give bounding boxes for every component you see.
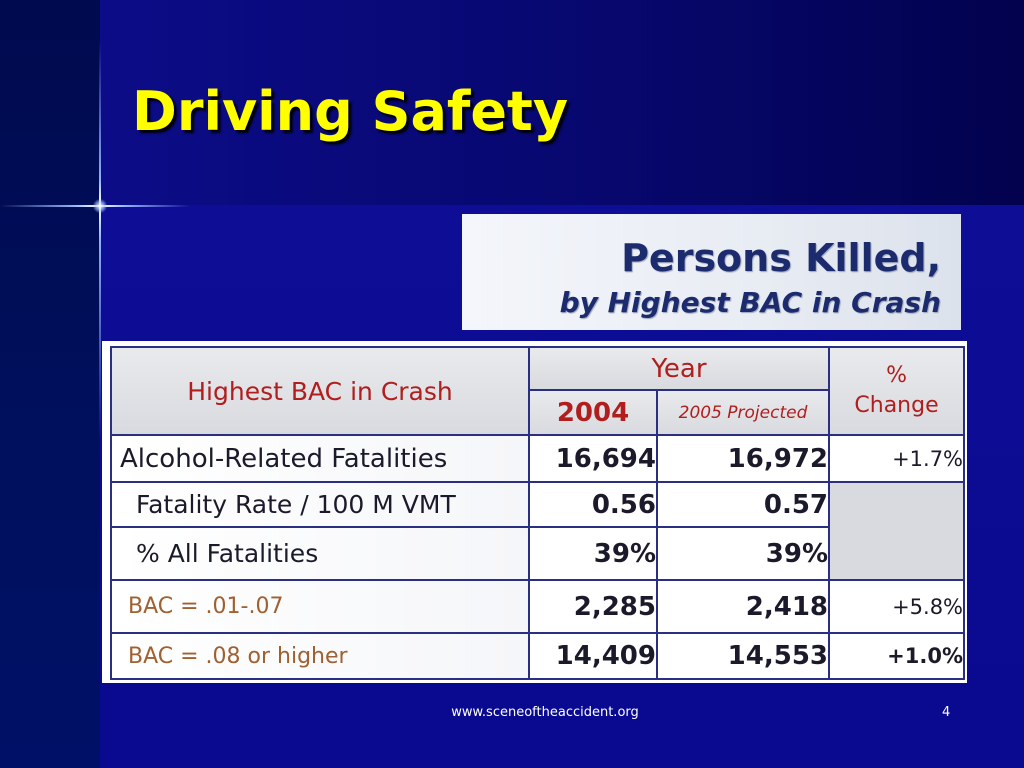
cell-2005: 2,418 [657, 580, 829, 633]
table-row [111, 435, 964, 482]
footer-url: www.sceneoftheaccident.org [451, 705, 639, 720]
table-row [111, 580, 964, 633]
cell-2004: 16,694 [529, 435, 657, 482]
sparkle-vertical-decoration [99, 40, 101, 440]
cell-2004: 39% [529, 527, 657, 580]
slide-left-band [0, 0, 100, 768]
row-label: BAC = .08 or higher [111, 633, 529, 679]
cell-2005: 0.57 [657, 482, 829, 527]
row-label: BAC = .01-.07 [111, 580, 529, 633]
row-label: Fatality Rate / 100 M VMT [111, 482, 529, 527]
header-col-2005: 2005 Projected [657, 390, 829, 435]
cell-2004: 14,409 [529, 633, 657, 679]
fatalities-table-container [102, 341, 967, 683]
fatalities-table [110, 346, 965, 680]
cell-2004: 2,285 [529, 580, 657, 633]
slide-title: Driving Safety [132, 80, 569, 143]
cell-change-empty [829, 482, 964, 580]
header-change-word: Change [854, 393, 939, 418]
banner-title: Persons Killed, [621, 236, 941, 280]
cell-change: +1.7% [829, 435, 964, 482]
cell-2004: 0.56 [529, 482, 657, 527]
table-caption-banner [462, 214, 961, 330]
cell-change: +1.0% [829, 633, 964, 679]
sparkle-star-icon [93, 199, 107, 213]
header-percent-change [829, 347, 964, 435]
header-change-symbol: % [886, 363, 907, 388]
banner-subtitle: by Highest BAC in Crash [559, 286, 941, 319]
page-number: 4 [942, 705, 951, 720]
table-row [111, 633, 964, 679]
cell-change: +5.8% [829, 580, 964, 633]
cell-2005: 14,553 [657, 633, 829, 679]
row-label: Alcohol-Related Fatalities [111, 435, 529, 482]
header-year: Year [529, 347, 829, 390]
header-bac-label: Highest BAC in Crash [111, 347, 529, 435]
header-col-2004: 2004 [529, 390, 657, 435]
table-row [111, 482, 964, 527]
cell-2005: 39% [657, 527, 829, 580]
cell-2005: 16,972 [657, 435, 829, 482]
row-label: % All Fatalities [111, 527, 529, 580]
